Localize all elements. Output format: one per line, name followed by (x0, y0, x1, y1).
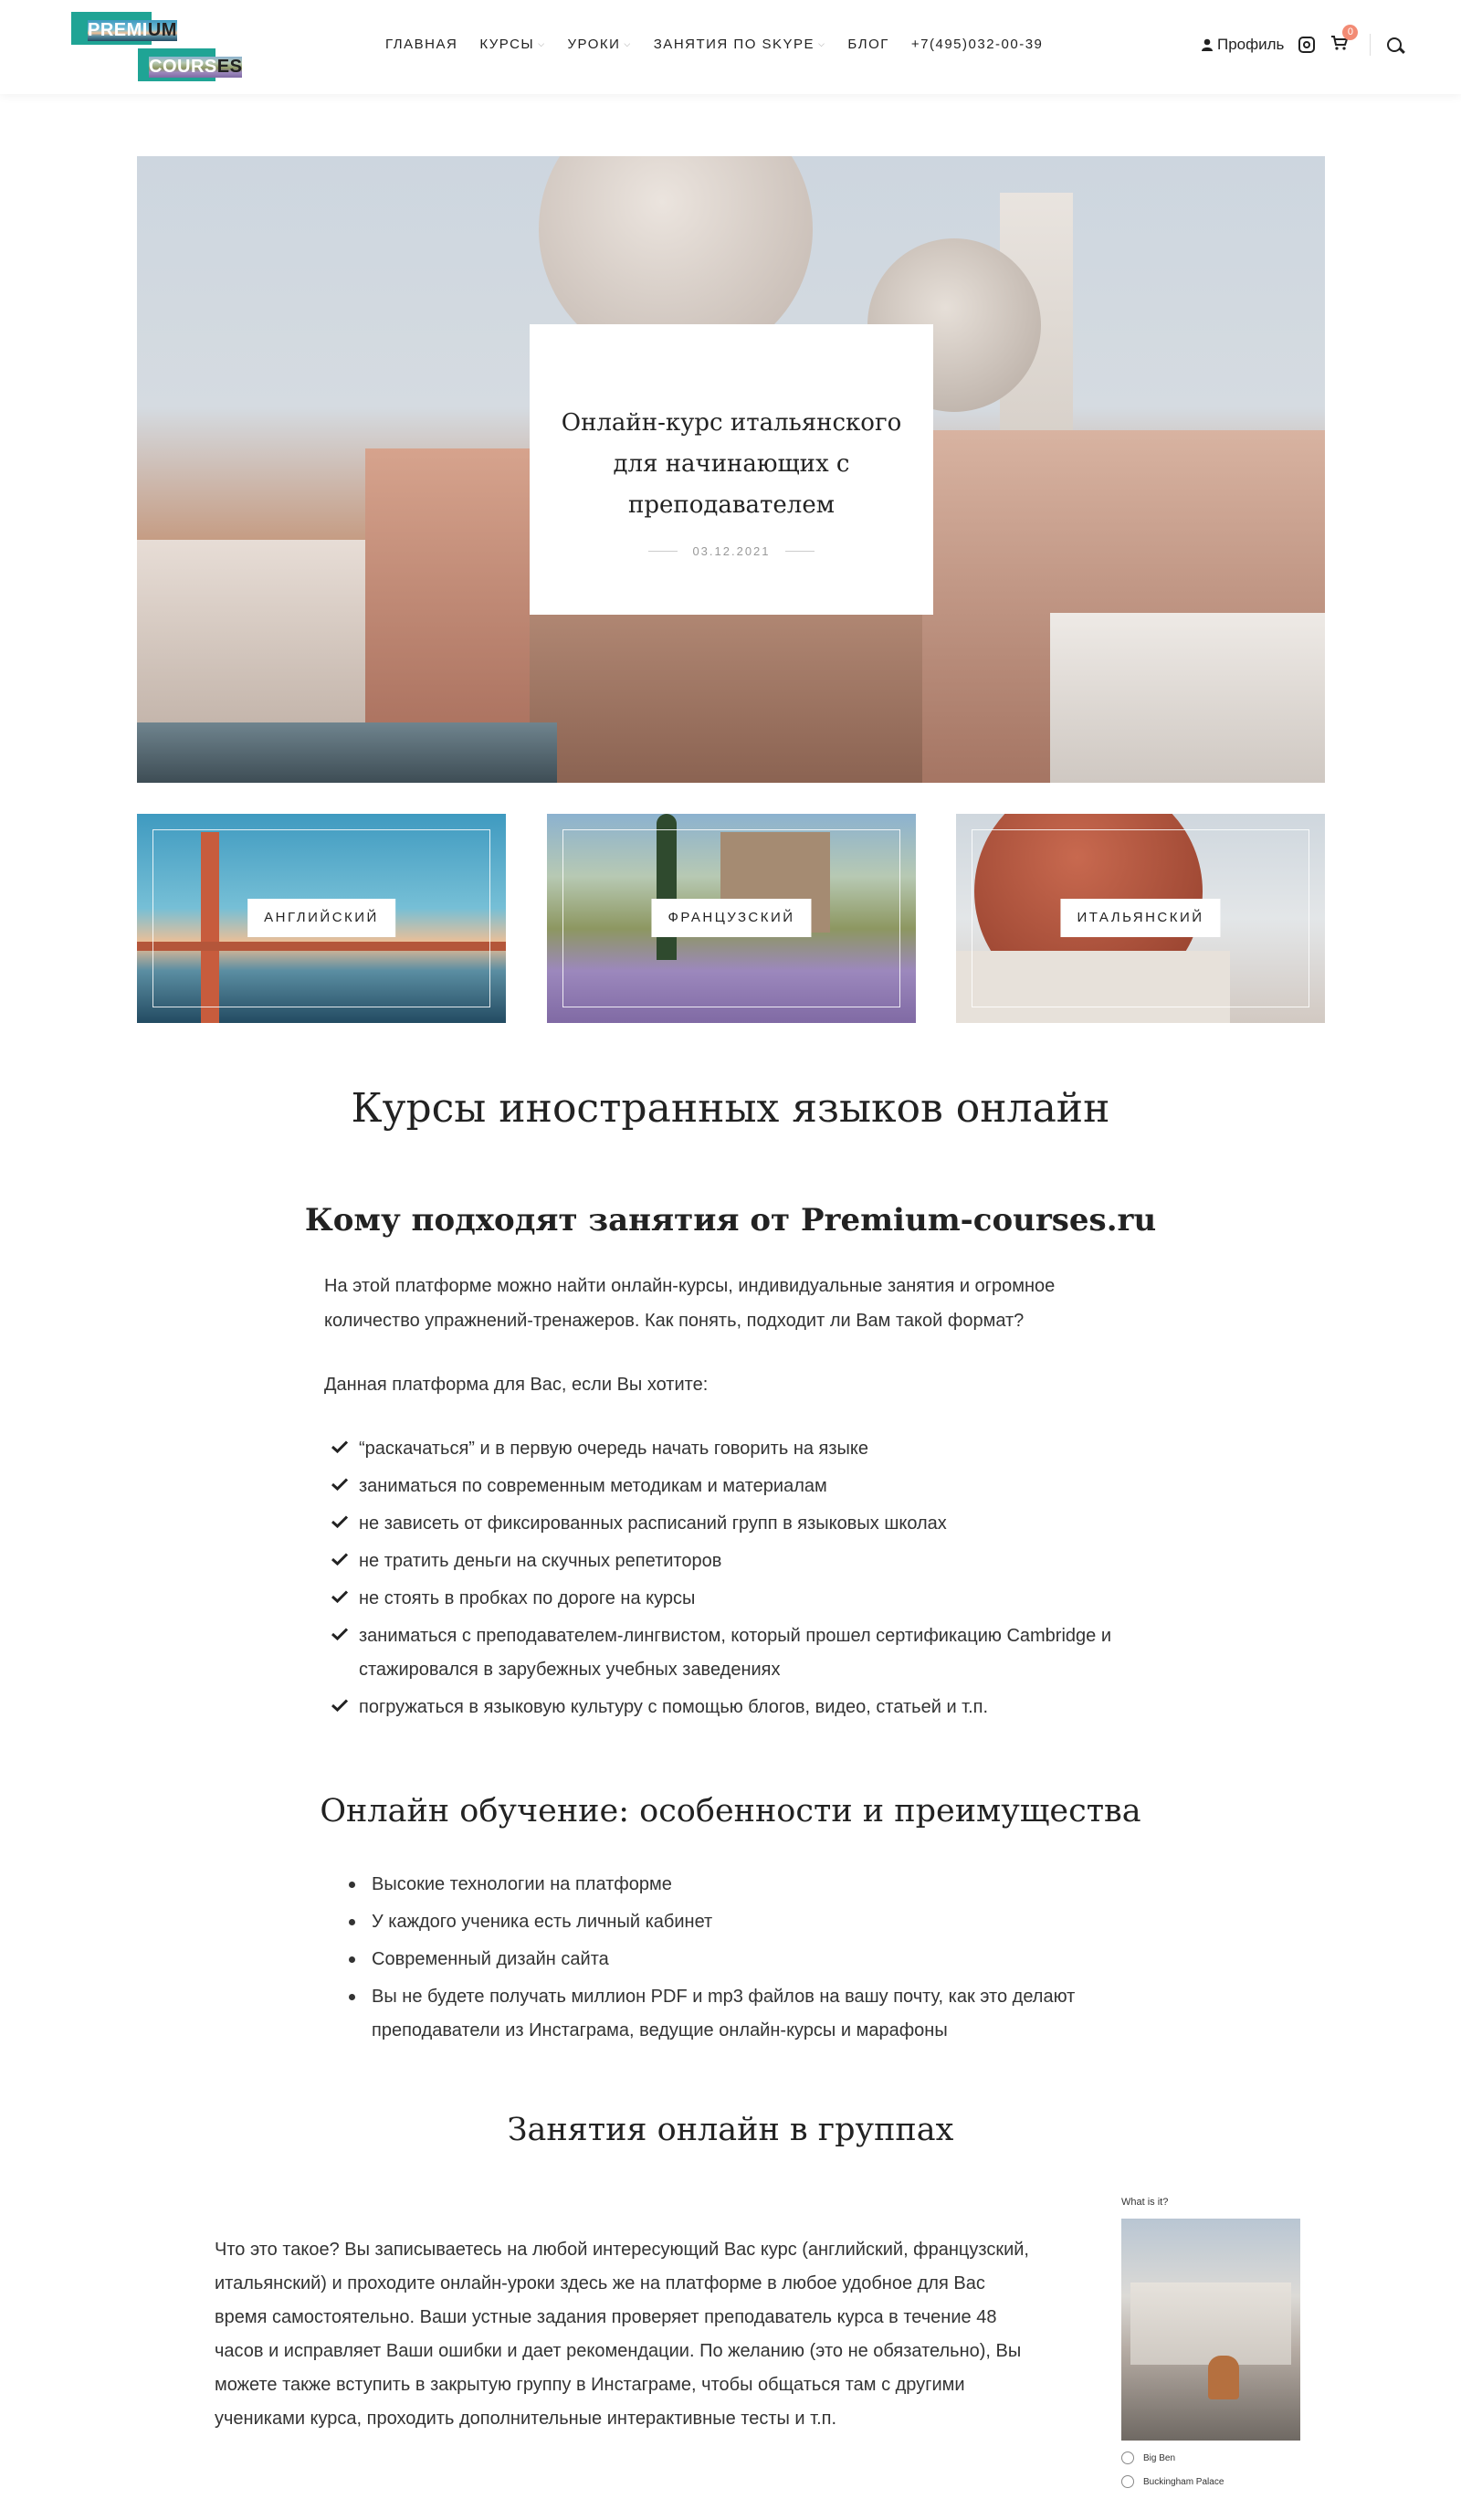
category-tile-english[interactable] (137, 814, 506, 1023)
user-icon (1202, 38, 1213, 51)
section-heading-features: Онлайн обучение: особенности и преимущества (320, 1793, 1141, 1829)
list-item (372, 1980, 1175, 2048)
check-icon (331, 1590, 348, 1603)
list-item-text: не стоять в пробках по дороге на курсы (359, 1588, 696, 1608)
nav-item-blog[interactable] (847, 37, 888, 52)
nav-label: +7(495)032-00-39 (910, 37, 1044, 52)
category-tile-french[interactable] (547, 814, 916, 1023)
benefits-checklist (326, 1432, 1148, 1728)
profile-label: Профиль (1217, 36, 1285, 53)
list-item (326, 1691, 1148, 1724)
list-item (326, 1470, 1148, 1503)
list-item-text: Современный дизайн сайта (372, 1949, 609, 1969)
list-item (372, 1905, 1175, 1939)
quiz-option-label: Buckingham Palace (1143, 2476, 1225, 2487)
hero-image-canal (137, 722, 557, 783)
list-item-text: заниматься с преподавателем-лингвистом, который прошел сертификацию Cambridge и стажировался в зарубежных учебных заведениях (359, 1626, 1111, 1680)
bullet-dot (349, 1994, 355, 2000)
quiz-question: What is it? (1121, 2197, 1169, 2208)
radio-button[interactable] (1121, 2475, 1134, 2488)
main-nav (385, 37, 1065, 52)
check-icon (331, 1553, 348, 1566)
nav-item-lessons[interactable] (568, 37, 632, 52)
section-intro-text: На этой платформе можно найти онлайн-курсы, индивидуальные занятия и огромное количество упражнений-тренажеров. Как понять, подходит ли Вам такой формат? (324, 1276, 1056, 1331)
quiz-option[interactable] (1121, 2475, 1304, 2488)
header-actions (1202, 26, 1402, 56)
list-item (326, 1582, 1148, 1616)
list-item-text: не тратить деньги на скучных репетиторов (359, 1551, 722, 1571)
instagram-icon[interactable] (1298, 37, 1315, 53)
nav-item-courses[interactable] (479, 37, 545, 52)
section-heading-groups: Занятия онлайн в группах (507, 2112, 954, 2148)
features-list (372, 1868, 1175, 2051)
section-groups-text: Что это такое? Вы записываетесь на любой интересующий Вас курс (английский, французский, итальянский) и проходите онлайн-уроки здесь же на платформе в любое удобное для Вас время самостоятельно. Ваши устные задания проверяет преподаватель курса в течение 48 часов и исправляет Ваши ошибки и дает рекомендации. По желанию (это не обязательно), Вы можете также вступить в закрытую группу в Инстаграме, чтобы общаться там с другими учениками курса, проходить дополнительные интерактивные тесты и т.п. (215, 2240, 1029, 2429)
header-divider (1370, 34, 1371, 56)
hero-post-title[interactable]: Онлайн-курс итальянского для начинающих с преподавателем (561, 409, 902, 519)
nav-item-skype[interactable] (654, 37, 826, 52)
list-item-text: “раскачаться” и в первую очередь начать говорить на языке (359, 1439, 869, 1459)
logo-text-dark: ES (216, 57, 243, 77)
page-title: Курсы иностранных языков онлайн (351, 1085, 1110, 1132)
logo-text-white: COURS (149, 57, 217, 77)
logo[interactable] (71, 12, 245, 81)
nav-label: ЗАНЯТИЯ ПО SKYPE (653, 37, 815, 52)
quiz-image-person (1208, 2356, 1239, 2399)
quiz-option-label: Big Ben (1143, 2452, 1176, 2463)
cart-count-badge: 0 (1342, 25, 1358, 40)
list-item (372, 1868, 1175, 1902)
check-icon (331, 1515, 348, 1528)
category-label[interactable]: ФРАНЦУЗСКИЙ (651, 899, 811, 937)
date-text: 03.12.2021 (692, 544, 771, 558)
list-item-text: погружаться в языковую культуру с помощью блогов, видео, статьей и т.п. (359, 1697, 989, 1717)
list-item-text: У каждого ученика есть личный кабинет (372, 1912, 713, 1932)
bullet-dot (349, 1956, 355, 1963)
check-icon (331, 1440, 348, 1453)
logo-text-white: PREMI (88, 20, 148, 40)
list-item (326, 1507, 1148, 1541)
logo-line-1 (88, 20, 177, 41)
date-line-left (648, 551, 678, 552)
list-item (326, 1619, 1148, 1687)
list-item (326, 1545, 1148, 1578)
check-icon (331, 1699, 348, 1712)
section-heading-audience: Кому подходят занятия от Premium-courses.ru (304, 1202, 1157, 1239)
list-item (372, 1943, 1175, 1977)
category-tile-italian[interactable] (956, 814, 1325, 1023)
chevron-down-icon: ⌵ (818, 39, 826, 48)
cart-button[interactable] (1331, 26, 1353, 55)
site-header (0, 0, 1461, 94)
chevron-down-icon: ⌵ (538, 39, 546, 48)
nav-item-home[interactable] (385, 37, 457, 52)
list-item-text: не зависеть от фиксированных расписаний групп в языковых школах (359, 1513, 947, 1534)
check-icon (331, 1628, 348, 1640)
section-lead-text: Данная платформа для Вас, если Вы хотите: (324, 1375, 709, 1395)
check-icon (331, 1478, 348, 1491)
quiz-image (1121, 2219, 1300, 2441)
nav-label: ГЛАВНАЯ (385, 37, 458, 52)
search-icon[interactable] (1387, 37, 1402, 52)
profile-link[interactable] (1202, 36, 1284, 54)
category-label[interactable]: АНГЛИЙСКИЙ (247, 899, 395, 937)
logo-line-2 (149, 57, 242, 78)
radio-button[interactable] (1121, 2451, 1134, 2464)
hero-post-card[interactable] (530, 324, 933, 615)
quiz-image-palace (1130, 2283, 1291, 2365)
chevron-down-icon: ⌵ (624, 39, 632, 48)
hero-post-date (530, 544, 933, 558)
quiz-option[interactable] (1121, 2451, 1304, 2464)
date-line-right (785, 551, 815, 552)
list-item-text: заниматься по современным методикам и материалам (359, 1476, 827, 1496)
bullet-dot (349, 1919, 355, 1925)
list-item-text: Высокие технологии на платформе (372, 1874, 672, 1894)
bullet-dot (349, 1882, 355, 1888)
logo-text-dark: UM (147, 20, 177, 40)
list-item (326, 1432, 1148, 1466)
nav-label: КУРСЫ (479, 37, 535, 52)
hero-image-building (1050, 613, 1325, 783)
list-item-text: Вы не будете получать миллион PDF и mp3 файлов на вашу почту, как это делают преподаватели из Инстаграма, ведущие онлайн-курсы и марафоны (372, 1987, 1076, 2040)
hero-banner[interactable] (137, 156, 1325, 783)
nav-item-phone[interactable] (911, 37, 1044, 52)
nav-label: УРОКИ (567, 37, 621, 52)
quiz-widget (1121, 2197, 1304, 2488)
nav-label: БЛОГ (847, 37, 889, 52)
category-label[interactable]: ИТАЛЬЯНСКИЙ (1060, 899, 1220, 937)
